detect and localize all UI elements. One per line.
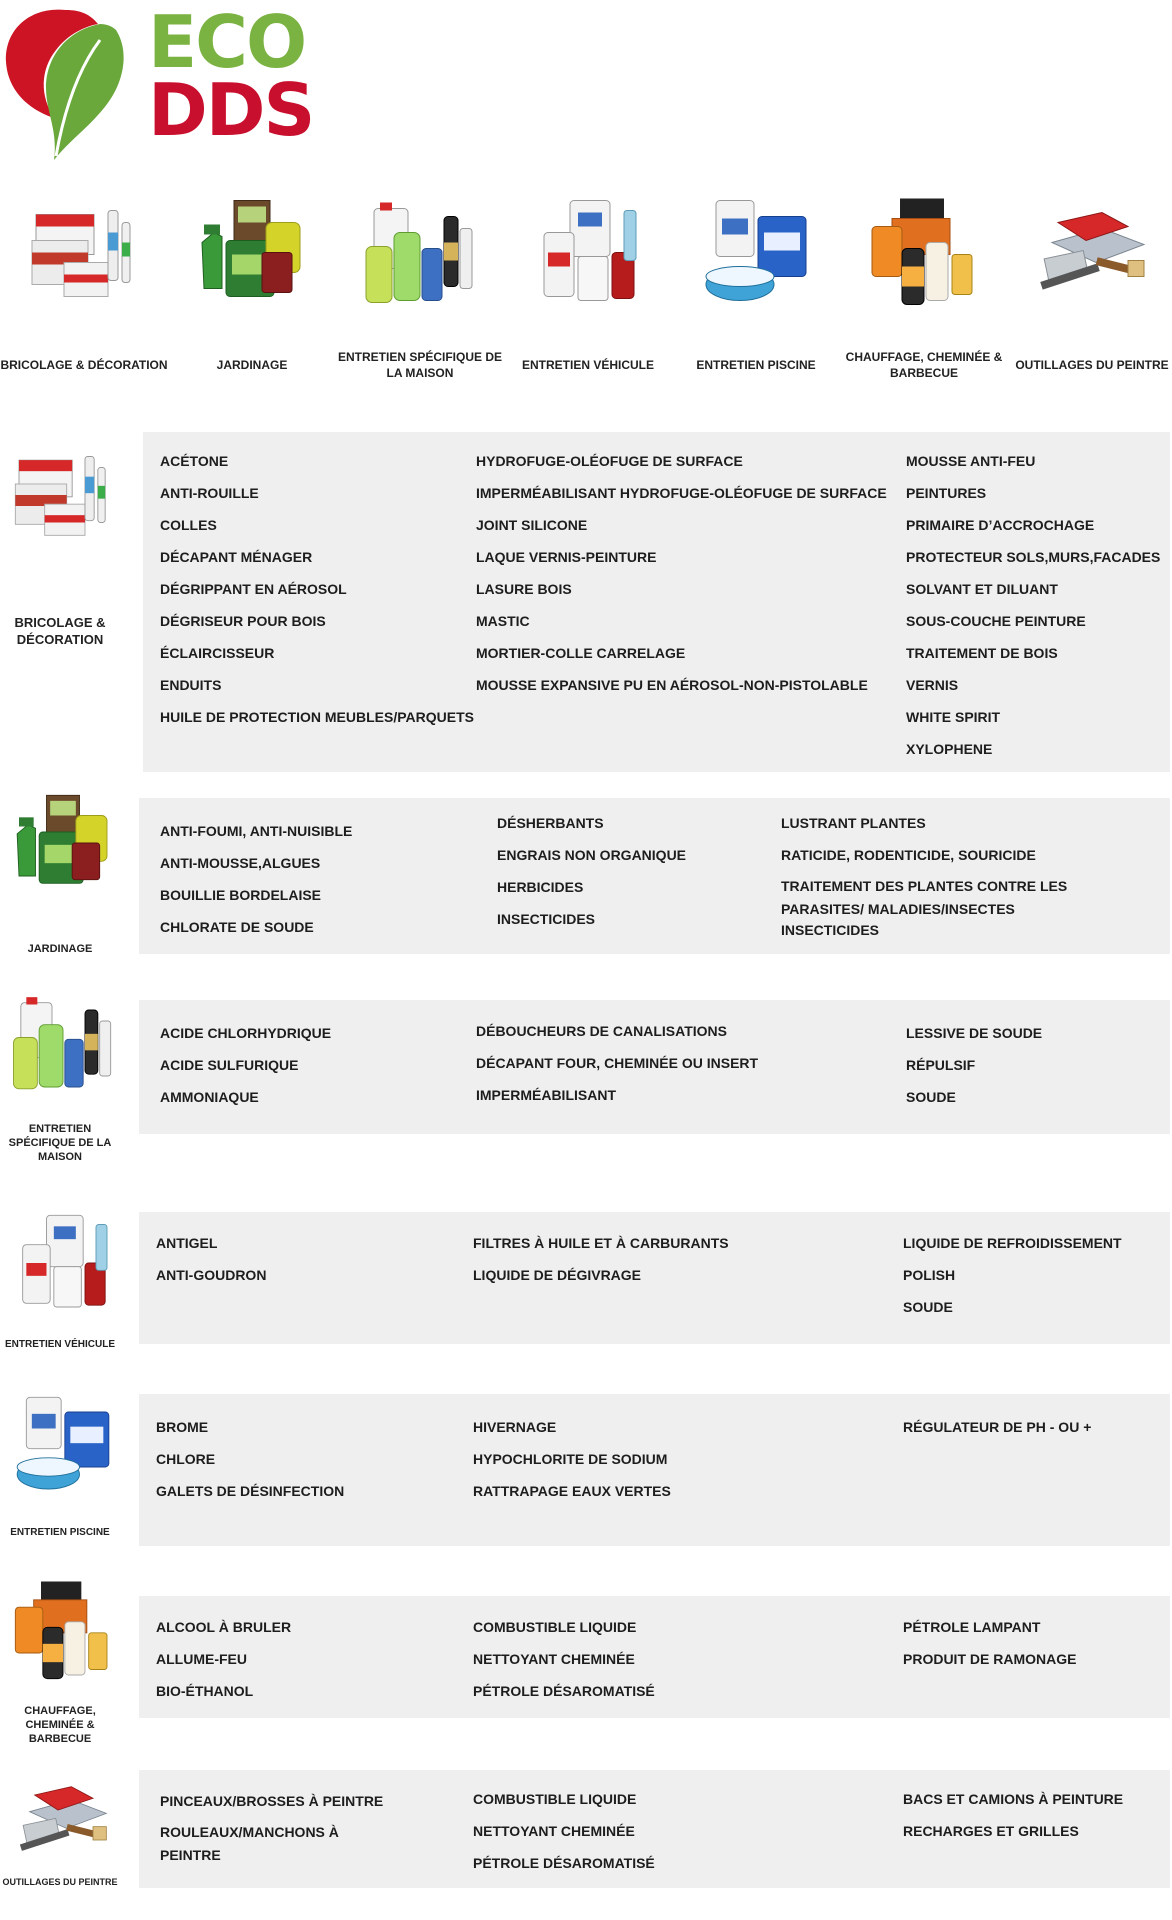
- product-column-1: [156, 1418, 344, 1514]
- product-column-3: [781, 814, 1151, 953]
- product-item: DÉSHERBANTS: [497, 815, 604, 831]
- product-item: DÉBOUCHEURS DE CANALISATIONS: [476, 1023, 727, 1039]
- product-item: DÉCAPANT FOUR, CHEMINÉE OU INSERT: [476, 1055, 759, 1071]
- product-item: ACÉTONE: [160, 453, 229, 469]
- paint-cans-icon: [24, 190, 144, 315]
- paint-cans-icon: [8, 440, 118, 550]
- product-item: INSECTICIDES: [497, 911, 596, 927]
- product-panel: [139, 1394, 1170, 1546]
- product-column-1: [160, 1024, 331, 1120]
- product-item: PÉTROLE DÉSAROMATISÉ: [473, 1855, 655, 1871]
- product-item: ENDUITS: [160, 677, 222, 693]
- product-item: HERBICIDES: [497, 879, 584, 895]
- category-chauffage[interactable]: [840, 190, 1008, 400]
- product-item: ACIDE SULFURIQUE: [160, 1057, 299, 1073]
- section-entretien-maison: [0, 988, 1172, 1163]
- category-entretien-vehicule[interactable]: [504, 190, 672, 400]
- product-item: SOUS-COUCHE PEINTURE: [906, 613, 1086, 629]
- household-products-icon: [8, 988, 118, 1098]
- product-panel: [139, 1000, 1170, 1134]
- product-panel: [143, 432, 1170, 772]
- product-item: ALCOOL À BRULER: [156, 1619, 292, 1635]
- product-item: RÉPULSIF: [906, 1057, 976, 1073]
- product-item: SOUDE: [906, 1089, 956, 1105]
- car-fluids-icon: [528, 190, 648, 315]
- painter-tools-icon: [8, 1770, 118, 1870]
- product-column-3: [906, 452, 1160, 772]
- leaf-logo-icon: [0, 0, 140, 165]
- section-sidebar: [0, 788, 140, 963]
- product-item: SOUDE: [903, 1299, 953, 1315]
- product-item: IMPERMÉABILISANT: [476, 1087, 616, 1103]
- product-item: PÉTROLE LAMPANT: [903, 1619, 1041, 1635]
- product-item: PÉTROLE DÉSAROMATISÉ: [473, 1683, 655, 1699]
- category-label: BRICOLAGE & DÉCORATION: [0, 358, 168, 372]
- section-label: JARDINAGE: [27, 943, 93, 955]
- product-item: WHITE SPIRIT: [906, 709, 1001, 725]
- product-item: COLLES: [160, 517, 217, 533]
- section-label: ENTRETIEN VÉHICULE: [4, 1339, 115, 1350]
- product-column-3: [906, 1024, 1042, 1120]
- painter-tools-icon: [1032, 190, 1152, 315]
- section-sidebar: [0, 1770, 140, 1920]
- pool-products-icon: [696, 190, 816, 315]
- section-outillages: [0, 1770, 1172, 1920]
- product-item: NETTOYANT CHEMINÉE: [473, 1823, 635, 1839]
- product-item: CHLORATE DE SOUDE: [160, 919, 314, 935]
- household-products-icon: [360, 190, 480, 315]
- product-item: LASURE BOIS: [476, 581, 572, 597]
- section-bricolage: [0, 432, 1172, 772]
- product-item: MASTIC: [476, 613, 530, 629]
- garden-products-icon: [192, 190, 312, 315]
- category-outillages[interactable]: [1008, 190, 1172, 400]
- product-item: JOINT SILICONE: [476, 517, 588, 533]
- product-column-3: [903, 1790, 1123, 1854]
- section-entretien-piscine: [0, 1390, 1172, 1550]
- product-item: MORTIER-COLLE CARRELAGE: [476, 645, 686, 661]
- product-item: RATTRAPAGE EAUX VERTES: [473, 1483, 671, 1499]
- product-item: ÉCLAIRCISSEUR: [160, 645, 275, 661]
- category-label: JARDINAGE: [216, 358, 288, 372]
- product-item: DÉCAPANT MÉNAGER: [160, 549, 313, 565]
- product-item: PEINTURES: [906, 485, 987, 501]
- heating-products-icon: [8, 1576, 118, 1686]
- product-column-1: [160, 1792, 383, 1867]
- product-item: IMPERMÉABILISANT HYDROFUGE-OLÉOFUGE DE SURFACE: [476, 485, 887, 501]
- product-item: PRODUIT DE RAMONAGE: [903, 1651, 1077, 1667]
- product-panel: [139, 1770, 1170, 1888]
- section-label: ENTRETIEN PISCINE: [10, 1527, 110, 1538]
- product-item: RECHARGES ET GRILLES: [903, 1823, 1079, 1839]
- category-label: ENTRETIEN VÉHICULE: [521, 358, 654, 372]
- category-entretien-piscine[interactable]: [672, 190, 840, 400]
- product-item: HYPOCHLORITE DE SODIUM: [473, 1451, 668, 1467]
- section-label: BRICOLAGE & DÉCORATION: [14, 615, 106, 647]
- section-chauffage: [0, 1576, 1172, 1746]
- product-item: HIVERNAGE: [473, 1419, 557, 1435]
- product-column-2: [473, 1234, 729, 1298]
- product-item: ANTI-GOUDRON: [156, 1267, 267, 1283]
- product-column-1: [160, 452, 474, 740]
- product-item: LUSTRANT PLANTES: [781, 815, 926, 831]
- product-item: ANTI-MOUSSE,ALGUES: [160, 855, 321, 871]
- product-column-2: [473, 1418, 671, 1514]
- product-item: ANTIGEL: [156, 1235, 218, 1251]
- section-sidebar: [0, 988, 140, 1163]
- category-entretien-maison[interactable]: [336, 190, 504, 400]
- product-item: ACIDE CHLORHYDRIQUE: [160, 1025, 332, 1041]
- product-item: COMBUSTIBLE LIQUIDE: [473, 1791, 637, 1807]
- product-column-2: [476, 1022, 758, 1118]
- section-sidebar: [0, 1390, 140, 1550]
- product-item: LIQUIDE DE REFROIDISSEMENT: [903, 1235, 1122, 1251]
- product-item: DÉGRISEUR POUR BOIS: [160, 613, 326, 629]
- category-bricolage[interactable]: [0, 190, 168, 400]
- product-item: RATICIDE, RODENTICIDE, SOURICIDE: [781, 847, 1036, 863]
- product-item: ANTI-ROUILLE: [160, 485, 259, 501]
- product-item: XYLOPHENE: [906, 741, 993, 757]
- product-item: ANTI-FOUMI, ANTI-NUISIBLE: [160, 823, 353, 839]
- product-item: PROTECTEUR SOLS,MURS,FACADES: [906, 549, 1161, 565]
- product-item: ENGRAIS NON ORGANIQUE: [497, 847, 687, 863]
- section-sidebar: [0, 432, 140, 772]
- product-column-3: [903, 1234, 1122, 1330]
- section-sidebar: [0, 1576, 140, 1746]
- product-item: PRIMAIRE D’ACCROCHAGE: [906, 517, 1095, 533]
- product-column-3: [903, 1418, 1091, 1450]
- product-column-3: [903, 1618, 1076, 1682]
- product-item: MOUSSE ANTI-FEU: [906, 453, 1036, 469]
- section-label: ENTRETIEN SPÉCIFIQUE DE LA MAISON: [8, 1123, 112, 1163]
- category-row: [0, 190, 1172, 400]
- product-item: BACS ET CAMIONS À PEINTURE: [903, 1791, 1124, 1807]
- heating-products-icon: [864, 190, 984, 315]
- product-column-2: [497, 814, 686, 942]
- product-item: COMBUSTIBLE LIQUIDE: [473, 1619, 637, 1635]
- product-panel: [139, 1596, 1170, 1718]
- product-item: DÉGRIPPANT EN AÉROSOL: [160, 581, 347, 597]
- logo-dds-text: DDS: [148, 68, 314, 152]
- product-item: BROME: [156, 1419, 209, 1435]
- product-item: FILTRES À HUILE ET À CARBURANTS: [473, 1235, 729, 1251]
- product-column-2: [473, 1618, 655, 1714]
- category-label: ENTRETIEN SPÉCIFIQUE DE LA MAISON: [337, 350, 503, 380]
- category-label: OUTILLAGES DU PEINTRE: [1015, 358, 1169, 372]
- product-item: ROULEAUX/MANCHONS À PEINTRE: [160, 1824, 339, 1863]
- product-item: VERNIS: [906, 677, 959, 693]
- product-item: LAQUE VERNIS-PEINTURE: [476, 549, 657, 565]
- product-item: LIQUIDE DE DÉGIVRAGE: [473, 1267, 642, 1283]
- section-label: CHAUFFAGE, CHEMINÉE & BARBECUE: [24, 1705, 96, 1745]
- product-item: TRAITEMENT DES PLANTES CONTRE LES PARASITES/ MALADIES/INSECTES: [781, 878, 1068, 917]
- product-item: HYDROFUGE-OLÉOFUGE DE SURFACE: [476, 453, 743, 469]
- section-jardinage: [0, 788, 1172, 963]
- product-item: SOLVANT ET DILUANT: [906, 581, 1058, 597]
- eco-dds-logo: [0, 0, 314, 170]
- car-fluids-icon: [8, 1208, 118, 1318]
- product-column-1: [160, 822, 352, 950]
- section-entretien-vehicule: [0, 1208, 1172, 1358]
- product-item: BIO-ÉTHANOL: [156, 1683, 254, 1699]
- product-item: PINCEAUX/BROSSES À PEINTRE: [160, 1793, 384, 1809]
- product-column-1: [156, 1618, 291, 1714]
- product-column-1: [156, 1234, 266, 1298]
- section-label: OUTILLAGES DU PEINTRE: [2, 1877, 118, 1887]
- product-panel: [139, 1212, 1170, 1344]
- section-sidebar: [0, 1208, 140, 1358]
- logo-eco-text: ECO: [148, 0, 306, 84]
- pool-products-icon: [8, 1390, 118, 1500]
- category-jardinage[interactable]: [168, 190, 336, 400]
- product-item: AMMONIAQUE: [160, 1089, 259, 1105]
- product-item: HUILE DE PROTECTION MEUBLES/PARQUETS: [160, 709, 474, 725]
- product-item: CHLORE: [156, 1451, 216, 1467]
- product-item: TRAITEMENT DE BOIS: [906, 645, 1058, 661]
- product-item: MOUSSE EXPANSIVE PU EN AÉROSOL-NON-PISTOLABLE: [476, 677, 868, 693]
- product-item: GALETS DE DÉSINFECTION: [156, 1483, 345, 1499]
- product-item: BOUILLIE BORDELAISE: [160, 887, 322, 903]
- category-label: ENTRETIEN PISCINE: [696, 358, 816, 372]
- product-item: NETTOYANT CHEMINÉE: [473, 1651, 635, 1667]
- product-item: INSECTICIDES: [781, 922, 880, 938]
- product-column-2: [476, 452, 887, 708]
- product-item: POLISH: [903, 1267, 956, 1283]
- product-column-2: [473, 1790, 655, 1886]
- garden-products-icon: [8, 788, 118, 898]
- product-item: ALLUME-FEU: [156, 1651, 247, 1667]
- category-label: CHAUFFAGE, CHEMINÉE & BARBECUE: [845, 350, 1003, 380]
- product-item: RÉGULATEUR DE PH - OU +: [903, 1419, 1092, 1435]
- product-item: LESSIVE DE SOUDE: [906, 1025, 1043, 1041]
- product-panel: [139, 798, 1170, 954]
